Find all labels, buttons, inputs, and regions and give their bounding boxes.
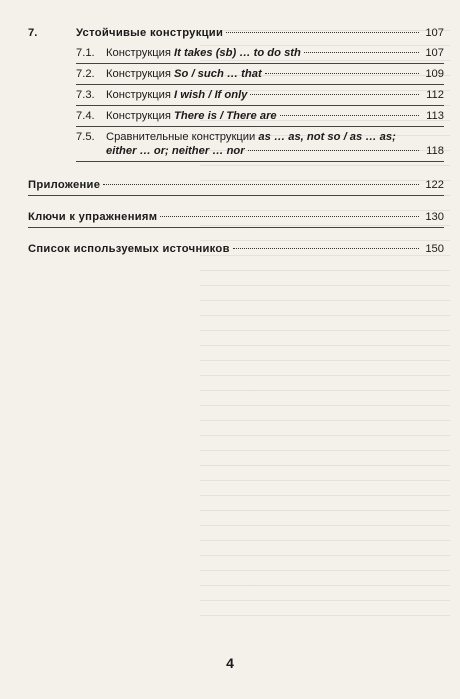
- item-prefix: Конструкция: [106, 89, 171, 101]
- item-prefix: Конструкция: [106, 110, 171, 122]
- section-page: 122: [425, 179, 444, 191]
- item-number: 7.5.: [76, 131, 95, 143]
- leader-dots: [250, 94, 419, 95]
- toc-section-sources[interactable]: [28, 242, 444, 256]
- divider: [76, 63, 444, 64]
- item-page: 112: [426, 89, 444, 101]
- section-title: Приложение: [28, 179, 101, 191]
- leader-dots: [265, 73, 419, 74]
- item-number: 7.2.: [76, 68, 95, 80]
- divider: [76, 105, 444, 106]
- leader-dots: [233, 248, 419, 249]
- divider: [28, 195, 444, 196]
- chapter-page: 107: [425, 27, 444, 39]
- toc-item-7-3[interactable]: [76, 88, 444, 102]
- toc-section-appendix[interactable]: [28, 178, 444, 192]
- leader-dots: [280, 115, 419, 116]
- toc-section-keys[interactable]: [28, 210, 444, 224]
- divider: [76, 84, 444, 85]
- toc-item-7-5[interactable]: [76, 130, 444, 158]
- leader-dots: [226, 32, 419, 33]
- item-prefix: Сравнительные конструкции: [106, 131, 256, 143]
- item-number: 7.4.: [76, 110, 95, 122]
- item-prefix: Конструкция: [106, 47, 171, 59]
- leader-dots: [103, 184, 419, 185]
- toc-item-7-2[interactable]: [76, 67, 444, 81]
- item-construction: I wish / If only: [174, 89, 248, 101]
- item-page: 113: [426, 110, 444, 122]
- divider: [28, 227, 444, 228]
- leader-dots: [248, 150, 419, 151]
- chapter-number: 7.: [28, 27, 38, 39]
- item-page: 118: [426, 145, 444, 157]
- divider: [76, 126, 444, 127]
- leader-dots: [160, 216, 419, 217]
- item-construction-line2: either … or; neither … nor: [106, 145, 245, 157]
- toc-item-7-1[interactable]: [76, 46, 444, 60]
- leader-dots: [304, 52, 419, 53]
- section-title: Список используемых источников: [28, 243, 230, 255]
- toc-item-7-4[interactable]: [76, 109, 444, 123]
- section-page: 130: [425, 211, 444, 223]
- item-page: 109: [425, 68, 444, 80]
- item-page: 107: [425, 47, 444, 59]
- item-prefix: Конструкция: [106, 68, 171, 80]
- divider: [76, 161, 444, 162]
- chapter-title: Устойчивые конструкции: [76, 27, 224, 39]
- item-number: 7.3.: [76, 89, 95, 101]
- item-construction-line1: as … as, not so / as … as;: [258, 131, 396, 143]
- chapter-7-row[interactable]: [28, 26, 444, 40]
- section-page: 150: [425, 243, 444, 255]
- page-number: 4: [226, 655, 234, 671]
- table-of-contents: [28, 26, 444, 256]
- item-construction: There is / There are: [174, 110, 277, 122]
- item-number: 7.1.: [76, 47, 95, 59]
- item-construction: It takes (sb) … to do sth: [174, 47, 301, 59]
- item-construction: So / such … that: [174, 68, 262, 80]
- section-title: Ключи к упражнениям: [28, 211, 158, 223]
